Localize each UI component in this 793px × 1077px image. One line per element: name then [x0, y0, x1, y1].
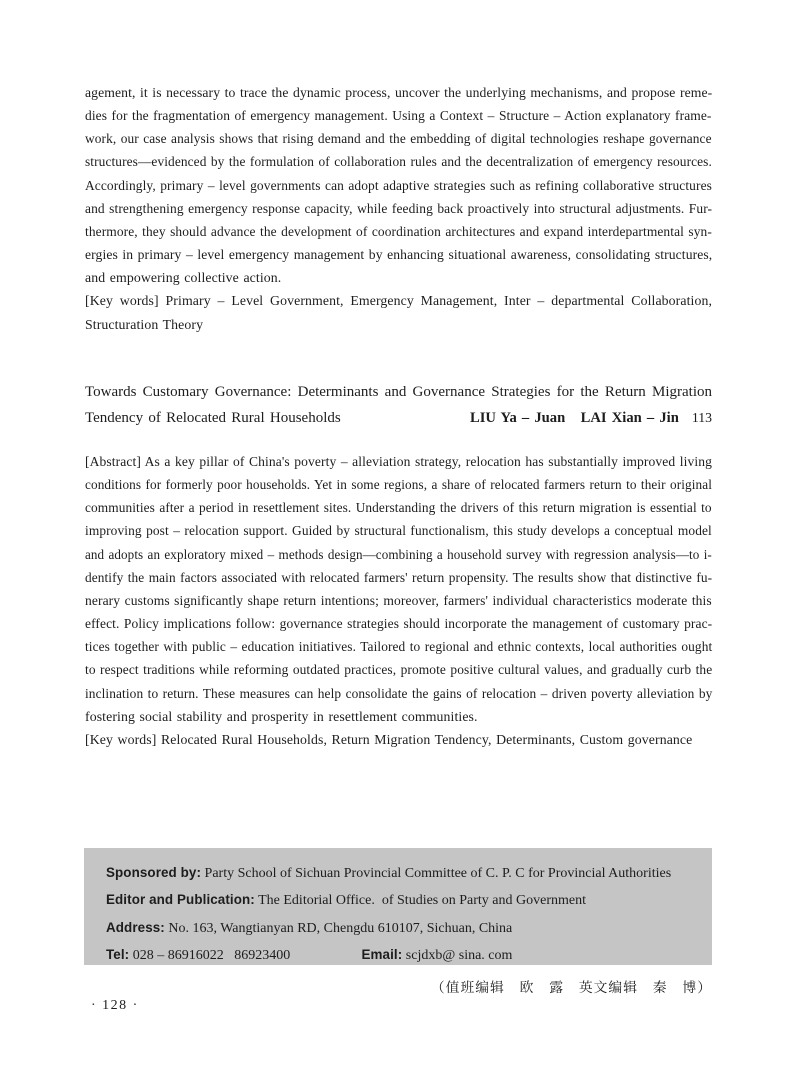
address-label: Address:: [106, 919, 165, 935]
article-title-line: Tendency of Relocated Rural Households: [85, 410, 341, 426]
abstract-text-line: effect. Policy implications follow: governance strategies should incorporate the management of customary prac-: [85, 616, 713, 632]
abstract-text-line: and strengthening emergency response capacity, while feeding back proactively into structural adjustments. Fur-: [85, 200, 713, 216]
sponsored-by-value: Party School of Sichuan Provincial Committee of C. P. C for Provincial Authorities: [204, 866, 672, 881]
abstract-text-line: agement, it is necessary to trace the dynamic process, uncover the underlying mechanisms, and propose reme-: [85, 85, 713, 100]
abstract-text-line: inclination to return. These measures can help consolidate the gains of relocation – driven poverty alleviation by: [85, 685, 713, 701]
article-byline: [470, 405, 712, 431]
abstract-text-line: and empowering collective action.: [85, 270, 282, 286]
abstract-text-line: Accordingly, primary – level governments can adopt adaptive strategies such as refining collaborative structures: [85, 177, 712, 193]
abstract-1-continuation: [85, 81, 712, 336]
abstract-text-line: communities after a period in resettlement sites. Understanding the drivers of this return migration is essential to: [85, 500, 712, 516]
abstract-text-line: to respect traditions while reforming outdated practices, promote positive cultural values, and gradually curb the: [85, 662, 713, 678]
info-row-sponsored: [106, 860, 698, 887]
keywords-line: Structuration Theory: [85, 316, 204, 332]
tel-pair: [106, 942, 358, 969]
abstract-text-line: fostering social stability and prosperity in resettlement communities.: [85, 708, 478, 724]
abstract-text-line: thermore, they should advance the development of coordination architectures and expand interdepartmental syn-: [85, 223, 712, 239]
info-row-address: [106, 915, 698, 942]
info-row-tel-email: [106, 942, 698, 969]
editors-note: （值班编辑 欧 露 英文编辑 秦 博）: [430, 980, 712, 995]
abstract-text-line: conditions for formerly poor households. Yet in some regions, a share of relocated farmers return to their original: [85, 477, 713, 493]
abstract-text-line: tices together with public – education initiatives. Tailored to regional and ethnic contexts, local authorities ought: [85, 639, 713, 655]
abstract-text-line: nerary customs significantly shape return intentions; moreover, farmers' individual characteristics moderate this: [85, 592, 712, 608]
keywords-line: [Key words] Relocated Rural Households, Return Migration Tendency, Determinants, Custom governance: [85, 731, 693, 747]
tel-value: 028 – 86916022 86923400: [132, 948, 291, 964]
keywords-line: [Key words] Primary – Level Government, Emergency Management, Inter – departmental Collaboration,: [85, 293, 712, 309]
publication-info-box: [84, 848, 712, 965]
tel-label: Tel:: [106, 947, 130, 963]
email-value: scjdxb@ sina. com: [405, 948, 513, 964]
article-title-author-row: [85, 405, 712, 431]
editor-publication-label: Editor and Publication:: [106, 892, 255, 908]
info-row-editor: [106, 887, 698, 914]
abstract-text-line: and adopts an exploratory mixed – methods design—combining a household survey with regression analysis—to i-: [85, 546, 712, 562]
address-value: No. 163, Wangtianyan RD, Chengdu 610107, Sichuan, China: [168, 920, 513, 936]
abstract-text-line: dentify the main factors associated with relocated farmers' return propensity. The results show that distinctive fu-: [85, 569, 713, 585]
page-number: · 128 ·: [91, 998, 139, 1013]
abstract-text-line: improving post – relocation support. Guided by structural functionalism, this study develops a conceptual model: [85, 523, 712, 539]
abstract-text-line: [Abstract] As a key pillar of China's poverty – alleviation strategy, relocation has substantially improved living: [85, 454, 712, 469]
article-page-ref: 113: [691, 410, 712, 425]
editor-publication-value: The Editorial Office. of Studies on Party and Government: [258, 893, 586, 909]
article-authors: LIU Ya – Juan LAI Xian – Jin: [470, 410, 679, 426]
abstract-text-line: work, our case analysis shows that rising demand and the embedding of digital technologies reshape governance: [85, 131, 712, 147]
abstract-text-line: structures—evidenced by the formulation of collaboration rules and the decentralization of emergency resources.: [85, 154, 712, 170]
article-title-line: Towards Customary Governance: Determinants and Governance Strategies for the Return Migration: [85, 384, 712, 400]
email-label: Email:: [361, 947, 403, 963]
abstract-2: [85, 450, 712, 751]
sponsored-by-label: Sponsored by:: [106, 865, 202, 880]
toc-entry: [85, 379, 712, 431]
abstract-text-line: ergies in primary – level emergency management by enhancing situational awareness, consolidating structures,: [85, 247, 713, 263]
abstract-text-line: dies for the fragmentation of emergency management. Using a Context – Structure – Action explanatory frame-: [85, 108, 712, 124]
